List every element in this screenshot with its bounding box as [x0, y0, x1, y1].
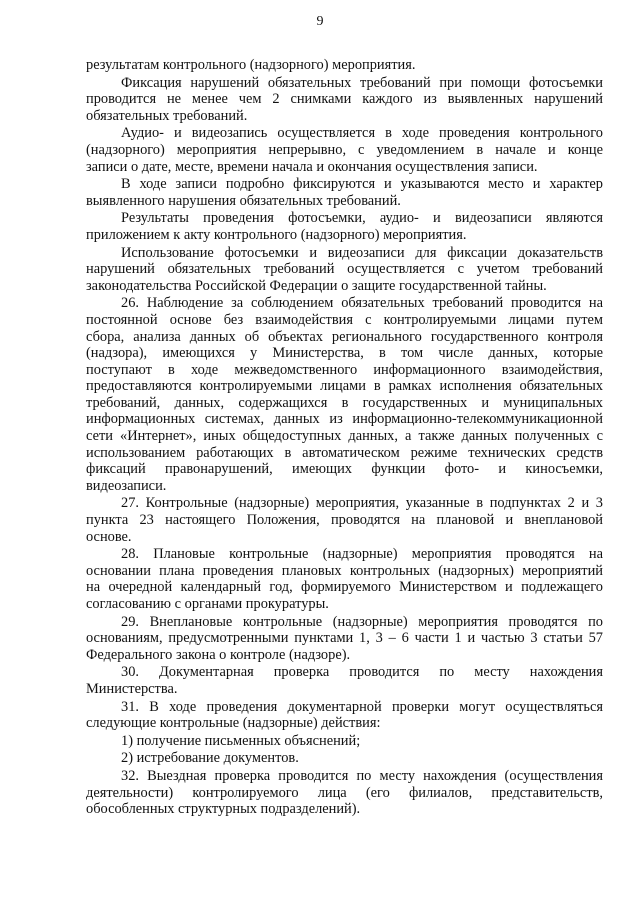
- paragraph: [86, 75, 603, 125]
- paragraph: [86, 295, 603, 494]
- text-line: 29. Внеплановые контрольные (надзорные) мероприятия проводятся по: [121, 613, 603, 630]
- paragraph: [86, 614, 603, 664]
- text-line: 28. Плановые контрольные (надзорные) мероприятия проводятся на: [121, 546, 603, 563]
- text-line: 32. Выездная проверка проводится по месту нахождения (осуществления: [121, 767, 603, 784]
- text-line: основе.: [86, 528, 132, 545]
- text-line: информационных системах, данных из информационно-телекоммуникационной: [86, 411, 603, 428]
- paragraph: [86, 57, 603, 74]
- text-line: выявленного нарушения обязательных требований.: [86, 192, 401, 209]
- text-line: обособленных структурных подразделений).: [86, 801, 361, 818]
- text-line: основании плана проведения плановых контрольных (надзорных) мероприятий: [86, 562, 603, 579]
- text-line: Использование фотосъемки и видеозаписи для фиксации доказательств: [121, 244, 603, 261]
- paragraph: [86, 664, 603, 697]
- text-line: постоянной основе без взаимодействия с контролируемыми лицами путем: [86, 311, 603, 328]
- text-line: законодательства Российской Федерации о защите государственной тайны.: [86, 277, 547, 294]
- text-line: 31. В ходе проведения документарной проверки могут осуществляться: [121, 698, 603, 715]
- paragraph: [86, 176, 603, 209]
- text-line: требований, данных, содержащихся в государственных и муниципальных: [86, 394, 603, 411]
- text-line: 30. Документарная проверка проводится по месту нахождения: [121, 664, 603, 681]
- text-line: поступают в ходе межведомственного информационного взаимодействия,: [86, 361, 603, 378]
- text-line: фиксаций правонарушений, имеющих функции фото- и киносъемки,: [86, 461, 603, 478]
- text-line: проводится не менее чем 2 снимками каждого из выявленных нарушений: [86, 91, 603, 108]
- paragraph: [86, 768, 603, 818]
- text-line: обязательных требований.: [86, 107, 248, 124]
- text-line: приложением к акту контрольного (надзорного) мероприятия.: [86, 226, 467, 243]
- text-line: (надзорного) мероприятия непрерывно, с уведомлением в начале и конце: [86, 141, 603, 158]
- text-line: основаниям, предусмотренными пунктами 1, 3 – 6 части 1 и частью 3 статьи 57: [86, 630, 603, 647]
- text-line: деятельности) контролируемого лица (его филиалов, представительств,: [86, 784, 603, 801]
- text-line: сети «Интернет», иных общедоступных данных, а также данных полученных с: [86, 428, 603, 445]
- text-line: В ходе записи подробно фиксируются и указываются место и характер: [121, 176, 603, 193]
- paragraph: [86, 699, 603, 732]
- paragraph: [86, 495, 603, 545]
- text-line: видеозаписи.: [86, 477, 167, 494]
- text-line: 1) получение письменных объяснений;: [121, 732, 361, 749]
- text-line: 2) истребование документов.: [121, 750, 299, 767]
- text-line: Министерства.: [86, 680, 178, 697]
- paragraph: [86, 750, 603, 767]
- page-number: 9: [316, 14, 324, 29]
- document-body: [86, 57, 603, 818]
- text-line: следующие контрольные (надзорные) действия:: [86, 715, 381, 732]
- text-line: 27. Контрольные (надзорные) мероприятия, указанные в подпунктах 2 и 3: [121, 495, 603, 512]
- text-line: (надзора), имеющихся у Министерства, в том числе данных, которые: [86, 345, 603, 362]
- text-line: предоставляются контролируемыми лицами в рамках исполнения обязательных: [86, 378, 603, 395]
- text-line: сбора, анализа данных об объектах регионального государственного контроля: [86, 328, 603, 345]
- paragraph: [86, 210, 603, 243]
- text-line: Аудио- и видеозапись осуществляется в ходе проведения контрольного: [121, 125, 603, 142]
- text-line: Результаты проведения фотосъемки, аудио- и видеозаписи являются: [121, 210, 603, 227]
- text-line: пункта 23 настоящего Положения, проводятся на плановой и внеплановой: [86, 512, 603, 529]
- text-line: нарушений обязательных требований осуществляется с учетом требований: [86, 261, 603, 278]
- paragraph: [86, 546, 603, 612]
- paragraph: [86, 245, 603, 295]
- text-line: Фиксация нарушений обязательных требований при помощи фотосъемки: [121, 74, 603, 91]
- text-line: 26. Наблюдение за соблюдением обязательных требований проводится на: [121, 295, 603, 312]
- text-line: согласованию с органами прокуратуры.: [86, 596, 329, 612]
- text-line: записи о дате, месте, времени начала и окончания осуществления записи.: [86, 158, 538, 175]
- text-line: использованием работающих в автоматическом режиме технических средств: [86, 444, 603, 461]
- text-line: результатам контрольного (надзорного) мероприятия.: [86, 57, 416, 73]
- paragraph: [86, 125, 603, 175]
- paragraph: [86, 733, 603, 750]
- text-line: Федерального закона о контроле (надзоре).: [86, 646, 351, 663]
- text-line: на очередной календарный год, формируемого Министерством и подлежащего: [86, 579, 603, 596]
